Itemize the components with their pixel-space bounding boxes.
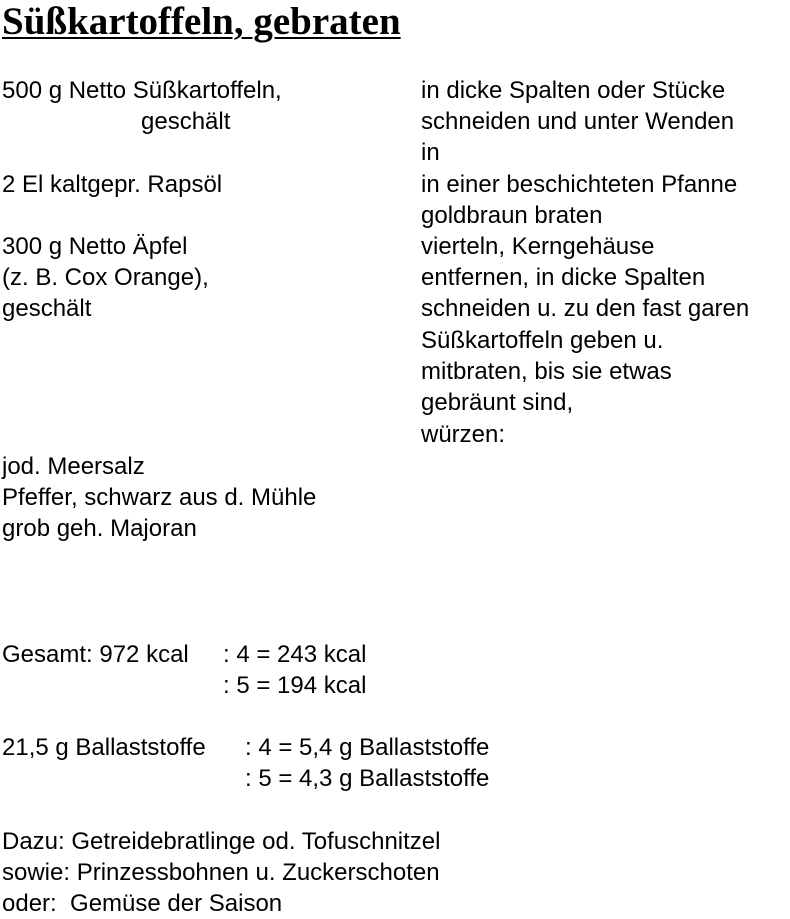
- step-line: mitbraten, bis sie etwas: [421, 358, 672, 385]
- serving-suggestion: Dazu: Getreidebratlinge od. Tofuschnitzel: [2, 828, 441, 855]
- serving-suggestion: oder: Gemüse der Saison: [2, 890, 283, 917]
- ingredient-amount: 300 g Netto Äpfel: [2, 233, 188, 260]
- spice-item: grob geh. Majoran: [2, 515, 197, 542]
- step-line: goldbraun braten: [421, 202, 603, 229]
- step-line: in dicke Spalten oder Stücke: [421, 77, 726, 104]
- kcal-per-4: : 4 = 243 kcal: [223, 641, 367, 668]
- spice-item: jod. Meersalz: [2, 453, 145, 480]
- ingredient-amount: 500 g Netto Süßkartoffeln,: [2, 77, 282, 104]
- step-line: in einer beschichteten Pfanne: [421, 171, 738, 198]
- fiber-per-4: : 4 = 5,4 g Ballaststoffe: [245, 734, 490, 761]
- step-line: Süßkartoffeln geben u.: [421, 327, 664, 354]
- ingredient-amount-continued: (z. B. Cox Orange),: [2, 264, 209, 291]
- step-line: gebräunt sind,: [421, 389, 574, 416]
- fiber-per-5: : 5 = 4,3 g Ballaststoffe: [245, 765, 490, 792]
- serving-suggestion: sowie: Prinzessbohnen u. Zuckerschoten: [2, 859, 440, 886]
- step-line: schneiden und unter Wenden: [421, 108, 735, 135]
- ingredient-amount-continued: geschält: [141, 108, 231, 135]
- recipe-title: Süßkartoffeln, gebraten: [2, 0, 401, 43]
- spice-item: Pfeffer, schwarz aus d. Mühle: [2, 484, 317, 511]
- kcal-per-5: : 5 = 194 kcal: [223, 672, 367, 699]
- ingredient-amount: 2 El kaltgepr. Rapsöl: [2, 171, 223, 198]
- step-line: schneiden u. zu den fast garen: [421, 295, 750, 322]
- step-line: in: [421, 139, 440, 166]
- step-line: würzen:: [421, 421, 506, 448]
- ingredient-amount-continued: geschält: [2, 295, 92, 322]
- fiber-total: 21,5 g Ballaststoffe: [2, 734, 206, 761]
- step-line: vierteln, Kerngehäuse: [421, 233, 655, 260]
- kcal-total: Gesamt: 972 kcal: [2, 641, 189, 668]
- step-line: entfernen, in dicke Spalten: [421, 264, 706, 291]
